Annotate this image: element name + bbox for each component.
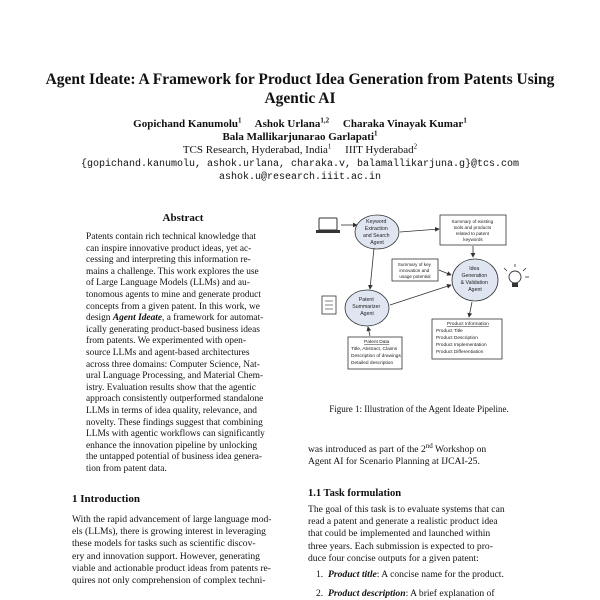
right-para-1 — [308, 441, 530, 468]
node-label: Keyword — [366, 219, 387, 225]
abstract-line: tion from patent data. — [86, 463, 167, 474]
affiliation-2: IIIT Hyderabad — [345, 144, 414, 156]
intro-line: viable and actionable product ideas from patents re- — [72, 562, 271, 574]
intro-line: els (LLMs), there is growing interest in leveraging — [72, 526, 266, 538]
email-line: ashok.u@research.iiit.ac.in — [218, 172, 382, 183]
affiliation-1: TCS Research, Hyderabad, India — [182, 144, 328, 156]
abstract-line: LLMs in terms of idea quality, relevance, and — [86, 405, 257, 416]
abstract-line: istry. Evaluation results show that the agentic — [86, 382, 256, 393]
list-number: 2. — [316, 588, 324, 599]
box-item: Title, Abstract, Claims — [351, 347, 398, 352]
abstract-line — [86, 313, 282, 325]
author-affil-mark: 1 — [374, 129, 378, 138]
figure-caption: Figure 1: Illustration of the Agent Ideate Pipeline. — [329, 404, 509, 414]
arrow — [400, 229, 439, 232]
node-label: Summarizer — [352, 304, 381, 310]
abstract-line: Patents contain rich technical knowledge that — [86, 232, 256, 242]
box-label: Summary of key — [397, 262, 431, 267]
arrow — [370, 248, 374, 289]
author-affil-mark: 1 — [463, 116, 467, 125]
authors-line-1 — [40, 118, 560, 131]
right-line: duce four concise outputs for a given patent: — [308, 552, 479, 564]
paper-title: Agent Ideate: A Framework for Product Idea Generation from Patents Using Agentic AI — [45, 71, 555, 107]
introduction-body — [72, 514, 294, 587]
abstract-body — [86, 232, 282, 475]
box-item: Product Differentiation — [436, 350, 484, 355]
box-label: innovation and — [399, 268, 430, 273]
abstract-text: design — [86, 313, 113, 324]
right-line — [308, 441, 530, 456]
node-label: & Validation — [460, 280, 488, 286]
abstract-line: tonomous agents to mine and generate product — [86, 289, 261, 300]
author-name: Ashok Urlana — [254, 118, 321, 130]
node-label: Agent — [370, 240, 384, 246]
author-list — [40, 118, 560, 144]
intro-line: ery and innovation support. However, generating — [72, 550, 260, 562]
abstract-text: , a framework for automat- — [162, 313, 264, 324]
list-text: : A brief explanation of — [405, 588, 495, 599]
email-line: {gopichand.kanumolu, ashok.urlana, charaka.v, balamallikarjuna.g}@tcs.com — [80, 159, 520, 170]
list-number: 1. — [316, 569, 324, 580]
box-item: Detailed description — [351, 361, 394, 366]
right-line: Agent AI for Scenario Planning at IJCAI-25. — [308, 456, 480, 468]
affil-mark: 2 — [413, 142, 418, 151]
node-label: Idea — [469, 266, 480, 272]
right-line: read a patent and generate a realistic product idea — [308, 516, 498, 528]
box-title: Product Information — [447, 322, 489, 327]
box-item: Description of drawings — [351, 354, 401, 359]
arrow — [390, 285, 451, 305]
author-affil-mark: 1,2 — [320, 116, 330, 125]
box-item: Product Implementation — [436, 343, 487, 348]
output-list-item-1 — [316, 569, 530, 581]
abstract-line: LLMs with agentic workflows can significantly — [86, 429, 265, 440]
abstract-line: from patents. We experimented with open- — [86, 336, 246, 347]
svg-text:Summary of key innovation — [398, 262, 432, 279]
right-text: Workshop on — [432, 444, 487, 455]
node-label: Patent — [358, 297, 374, 303]
right-para-2 — [308, 504, 530, 565]
author-name: Bala Mallikarjunarao Garlapati — [222, 131, 375, 143]
document-icon — [322, 296, 336, 314]
box-label: Summary of existing — [451, 219, 494, 224]
box-label: keywords — [463, 237, 483, 242]
laptop-icon — [316, 218, 340, 233]
ordinal-suffix: nd — [425, 441, 433, 450]
subsection-heading: 1.1 Task formulation — [308, 488, 402, 499]
box-title: Patent Data — [364, 340, 390, 345]
abstract-line: novelty. These findings suggest that combining — [86, 417, 263, 428]
node-label: Agent — [468, 287, 482, 293]
affil-mark: 1 — [327, 142, 332, 151]
arrow — [439, 270, 451, 275]
intro-line: quires not only comprehension of complex techni- — [72, 575, 266, 587]
node-label: and Search — [363, 233, 390, 239]
abstract-line: concepts from a given patent. In this work, we — [86, 301, 260, 312]
node-label: Agent — [360, 311, 374, 317]
pipeline-figure — [312, 207, 532, 397]
list-term: Product description — [328, 588, 406, 599]
abstract-line: approach consistently outperformed standalone — [86, 394, 264, 405]
box-label: usage potential — [399, 274, 431, 279]
box-label: tools and products — [453, 225, 492, 230]
arrow — [368, 327, 370, 336]
author-name: Gopichand Kanumolu — [133, 118, 239, 130]
abstract-line: ural Language Processing, and Material Chem- — [86, 371, 264, 382]
abstract-line: source LLMs and agent-based architectures — [86, 347, 250, 358]
authors-line-2 — [40, 131, 560, 144]
box-item: Product Title — [436, 329, 463, 334]
abstract-line: enhance the innovation pipeline by unlocking — [86, 440, 258, 451]
abstract-line: across three domains: Computer Science, Nat- — [86, 359, 260, 370]
author-affil-mark: 1 — [238, 116, 242, 125]
framework-name: Agent Ideate — [112, 313, 163, 324]
right-text: was introduced as part of the 2 — [308, 444, 426, 455]
right-line: The goal of this task is to evaluate systems that can — [308, 504, 505, 515]
right-line: that could be implemented and launched within — [308, 528, 491, 540]
intro-line: these models for tasks such as scientific discov- — [72, 538, 256, 550]
box-label: related to patent — [455, 231, 489, 236]
abstract-line: of Large Language Models (LLMs) and au- — [86, 278, 250, 289]
list-term: Product title — [328, 569, 377, 580]
node-label: Generation — [461, 273, 488, 279]
list-text: : A concise name for the product. — [376, 569, 504, 580]
lightbulb-icon — [504, 264, 529, 287]
output-list-item-2 — [316, 588, 530, 600]
abstract-line: ically generating product-based business ideas — [86, 324, 260, 335]
affiliations — [40, 144, 560, 157]
node-label: Extraction — [364, 226, 388, 232]
abstract-line: can inspire innovative product ideas, yet ac- — [86, 243, 252, 254]
arrow — [469, 302, 472, 317]
abstract-line: mains a challenge. This work explores the use — [86, 266, 259, 277]
box-item: Product Description — [436, 336, 478, 341]
abstract-line: the untapped potential of business idea genera- — [86, 452, 262, 463]
author-name: Charaka Vinayak Kumar — [342, 118, 464, 130]
introduction-heading: 1 Introduction — [72, 493, 140, 505]
emails — [40, 158, 560, 184]
abstract-heading: Abstract — [162, 212, 204, 224]
right-line: three years. Each submission is expected to pro- — [308, 540, 493, 552]
abstract-line: cessing and interpreting this information re- — [86, 255, 251, 266]
intro-line: With the rapid advancement of large language mod- — [72, 514, 272, 525]
